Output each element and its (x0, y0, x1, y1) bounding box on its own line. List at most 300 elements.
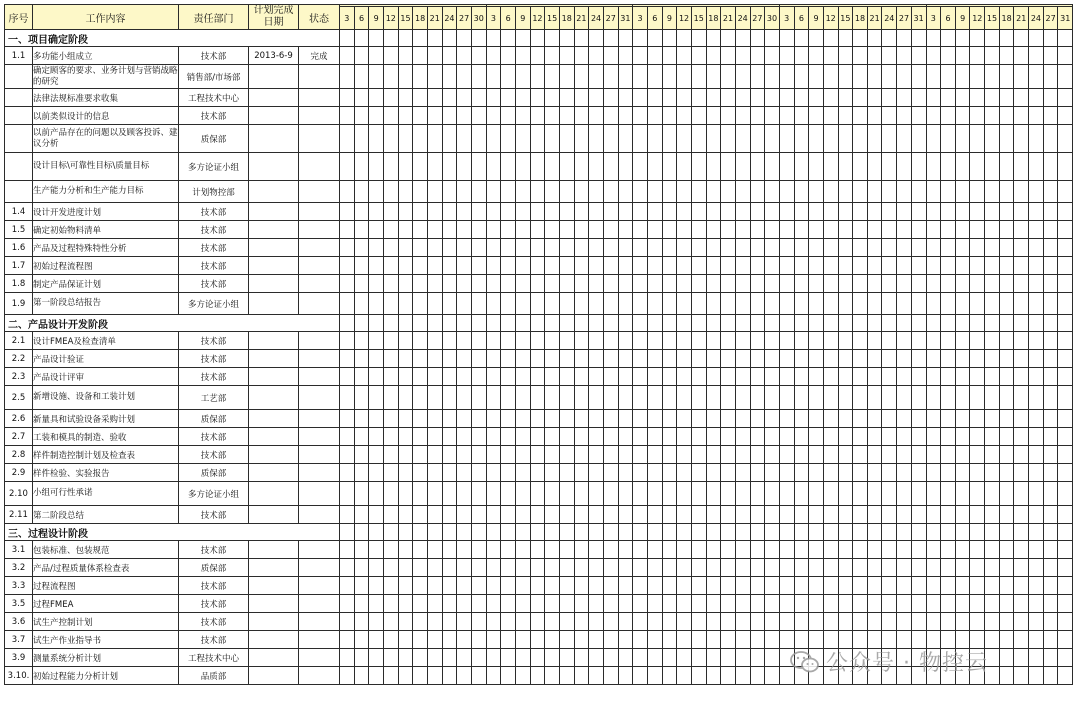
schedule-cell (955, 315, 970, 332)
schedule-cell (486, 293, 501, 315)
schedule-cell (369, 559, 384, 577)
task-status (299, 239, 340, 257)
schedule-cell (765, 89, 780, 107)
responsible-dept: 技术部 (179, 577, 249, 595)
responsible-dept: 质保部 (179, 464, 249, 482)
schedule-cell (838, 47, 853, 65)
schedule-cell (1029, 181, 1044, 203)
schedule-cell (823, 595, 838, 613)
schedule-cell (691, 332, 706, 350)
schedule-cell (853, 221, 868, 239)
schedule-cell (794, 541, 809, 559)
schedule-cell (809, 482, 824, 506)
schedule-cell (442, 506, 457, 524)
schedule-cell (618, 524, 633, 541)
schedule-cell (823, 293, 838, 315)
schedule-cell (823, 257, 838, 275)
task-name: 设计目标\可靠性目标\质量目标 (33, 153, 179, 181)
task-number: 1.6 (5, 239, 33, 257)
schedule-cell (823, 107, 838, 125)
schedule-cell (823, 332, 838, 350)
schedule-cell (955, 181, 970, 203)
planned-date (249, 257, 299, 275)
schedule-cell (735, 107, 750, 125)
task-number (5, 153, 33, 181)
schedule-cell (677, 350, 692, 368)
planned-date (249, 482, 299, 506)
schedule-cell (779, 595, 794, 613)
task-number: 2.5 (5, 386, 33, 410)
schedule-cell (1014, 577, 1029, 595)
schedule-cell (501, 221, 516, 239)
schedule-cell (809, 386, 824, 410)
schedule-cell (530, 107, 545, 125)
schedule-cell (545, 577, 560, 595)
schedule-cell (633, 332, 648, 350)
schedule-cell (999, 315, 1014, 332)
schedule-cell (1029, 386, 1044, 410)
schedule-cell (1058, 667, 1073, 685)
schedule-cell (706, 239, 721, 257)
schedule-cell (603, 368, 618, 386)
schedule-cell (354, 541, 369, 559)
task-number (5, 125, 33, 153)
project-plan-table (4, 4, 1073, 685)
schedule-cell (354, 221, 369, 239)
day-header: 24 (1029, 7, 1044, 30)
schedule-cell (779, 65, 794, 89)
task-status (299, 221, 340, 239)
schedule-cell (662, 631, 677, 649)
schedule-cell (369, 613, 384, 631)
schedule-cell (618, 541, 633, 559)
schedule-cell (765, 332, 780, 350)
schedule-cell (427, 464, 442, 482)
task-row (5, 559, 1073, 577)
schedule-cell (383, 350, 398, 368)
schedule-cell (618, 65, 633, 89)
day-header: 15 (691, 7, 706, 30)
schedule-cell (354, 595, 369, 613)
schedule-cell (354, 107, 369, 125)
schedule-cell (706, 559, 721, 577)
schedule-cell (706, 410, 721, 428)
schedule-cell (383, 613, 398, 631)
schedule-cell (955, 221, 970, 239)
schedule-cell (457, 107, 472, 125)
schedule-cell (515, 446, 530, 464)
schedule-cell (383, 153, 398, 181)
schedule-cell (706, 524, 721, 541)
schedule-cell (970, 89, 985, 107)
schedule-cell (823, 613, 838, 631)
schedule-cell (413, 541, 428, 559)
schedule-cell (471, 315, 486, 332)
schedule-cell (999, 410, 1014, 428)
schedule-cell (721, 428, 736, 446)
schedule-cell (442, 239, 457, 257)
schedule-cell (442, 482, 457, 506)
schedule-cell (911, 125, 926, 153)
schedule-cell (589, 315, 604, 332)
schedule-cell (662, 65, 677, 89)
schedule-cell (589, 239, 604, 257)
schedule-cell (1043, 595, 1058, 613)
schedule-cell (911, 315, 926, 332)
schedule-cell (691, 350, 706, 368)
planned-date (249, 613, 299, 631)
schedule-cell (530, 257, 545, 275)
schedule-cell (911, 541, 926, 559)
schedule-cell (1043, 275, 1058, 293)
schedule-cell (457, 221, 472, 239)
schedule-cell (633, 293, 648, 315)
schedule-cell (501, 30, 516, 47)
schedule-cell (457, 446, 472, 464)
schedule-cell (721, 368, 736, 386)
planned-date (249, 595, 299, 613)
schedule-cell (721, 89, 736, 107)
schedule-cell (471, 89, 486, 107)
schedule-cell (413, 667, 428, 685)
schedule-cell (398, 649, 413, 667)
schedule-cell (413, 386, 428, 410)
schedule-cell (750, 47, 765, 65)
schedule-cell (471, 410, 486, 428)
schedule-cell (809, 293, 824, 315)
schedule-cell (633, 410, 648, 428)
schedule-cell (794, 203, 809, 221)
schedule-cell (545, 332, 560, 350)
schedule-cell (911, 368, 926, 386)
schedule-cell (721, 506, 736, 524)
schedule-cell (398, 410, 413, 428)
schedule-cell (853, 125, 868, 153)
task-row (5, 506, 1073, 524)
schedule-cell (1014, 275, 1029, 293)
task-status (299, 613, 340, 631)
schedule-cell (559, 125, 574, 153)
schedule-cell (721, 153, 736, 181)
schedule-cell (618, 595, 633, 613)
schedule-cell (955, 595, 970, 613)
schedule-cell (941, 577, 956, 595)
schedule-cell (369, 30, 384, 47)
schedule-cell (721, 181, 736, 203)
schedule-cell (662, 315, 677, 332)
schedule-cell (457, 153, 472, 181)
schedule-cell (941, 368, 956, 386)
schedule-cell (647, 293, 662, 315)
schedule-cell (721, 332, 736, 350)
task-row (5, 446, 1073, 464)
schedule-cell (823, 203, 838, 221)
schedule-cell (926, 350, 941, 368)
schedule-cell (354, 125, 369, 153)
schedule-cell (721, 350, 736, 368)
schedule-cell (589, 125, 604, 153)
responsible-dept: 工程技术中心 (179, 89, 249, 107)
schedule-cell (838, 275, 853, 293)
day-header: 6 (354, 7, 369, 30)
schedule-cell (1029, 257, 1044, 275)
schedule-cell (867, 275, 882, 293)
schedule-cell (662, 524, 677, 541)
schedule-cell (486, 89, 501, 107)
schedule-cell (515, 221, 530, 239)
planned-date (249, 65, 299, 89)
schedule-cell (471, 446, 486, 464)
schedule-cell (1043, 203, 1058, 221)
schedule-cell (603, 153, 618, 181)
schedule-cell (794, 524, 809, 541)
planned-date (249, 577, 299, 595)
schedule-cell (647, 631, 662, 649)
schedule-cell (442, 446, 457, 464)
schedule-cell (589, 275, 604, 293)
schedule-cell (853, 524, 868, 541)
schedule-cell (765, 649, 780, 667)
schedule-cell (691, 541, 706, 559)
schedule-cell (970, 464, 985, 482)
responsible-dept: 计划物控部 (179, 181, 249, 203)
schedule-cell (398, 203, 413, 221)
schedule-cell (369, 47, 384, 65)
schedule-cell (765, 613, 780, 631)
schedule-cell (999, 203, 1014, 221)
schedule-cell (1058, 506, 1073, 524)
planned-date (249, 428, 299, 446)
schedule-cell (603, 446, 618, 464)
task-status (299, 181, 340, 203)
schedule-cell (457, 65, 472, 89)
schedule-cell (647, 464, 662, 482)
schedule-cell (442, 595, 457, 613)
schedule-cell (809, 524, 824, 541)
schedule-cell (926, 613, 941, 631)
schedule-cell (765, 368, 780, 386)
schedule-cell (486, 153, 501, 181)
task-name: 新量具和试验设备采购计划 (33, 410, 179, 428)
schedule-cell (413, 613, 428, 631)
schedule-cell (926, 577, 941, 595)
schedule-cell (999, 446, 1014, 464)
schedule-cell (574, 221, 589, 239)
schedule-cell (1058, 613, 1073, 631)
schedule-cell (442, 89, 457, 107)
schedule-cell (530, 89, 545, 107)
schedule-cell (823, 368, 838, 386)
schedule-cell (735, 153, 750, 181)
schedule-cell (721, 524, 736, 541)
responsible-dept: 技术部 (179, 631, 249, 649)
schedule-cell (633, 221, 648, 239)
schedule-cell (427, 239, 442, 257)
schedule-cell (486, 315, 501, 332)
schedule-cell (735, 30, 750, 47)
schedule-cell (354, 410, 369, 428)
schedule-cell (340, 293, 355, 315)
schedule-cell (340, 559, 355, 577)
schedule-cell (574, 577, 589, 595)
schedule-cell (369, 350, 384, 368)
schedule-cell (1029, 368, 1044, 386)
schedule-cell (750, 89, 765, 107)
schedule-cell (618, 350, 633, 368)
schedule-cell (603, 541, 618, 559)
responsible-dept: 品质部 (179, 667, 249, 685)
schedule-cell (340, 667, 355, 685)
schedule-cell (1029, 631, 1044, 649)
schedule-cell (838, 332, 853, 350)
schedule-cell (941, 293, 956, 315)
schedule-cell (941, 613, 956, 631)
schedule-cell (897, 239, 912, 257)
schedule-cell (442, 368, 457, 386)
schedule-cell (1014, 541, 1029, 559)
schedule-cell (970, 203, 985, 221)
schedule-cell (471, 506, 486, 524)
schedule-cell (691, 30, 706, 47)
schedule-cell (545, 203, 560, 221)
schedule-cell (955, 577, 970, 595)
schedule-cell (398, 446, 413, 464)
planned-date (249, 649, 299, 667)
schedule-cell (530, 293, 545, 315)
schedule-cell (750, 649, 765, 667)
task-row (5, 257, 1073, 275)
schedule-cell (867, 239, 882, 257)
responsible-dept: 工艺部 (179, 386, 249, 410)
schedule-cell (1029, 482, 1044, 506)
task-row (5, 541, 1073, 559)
schedule-cell (501, 239, 516, 257)
schedule-cell (794, 368, 809, 386)
schedule-cell (398, 595, 413, 613)
planned-date (249, 89, 299, 107)
schedule-cell (618, 315, 633, 332)
schedule-cell (398, 107, 413, 125)
schedule-cell (471, 577, 486, 595)
schedule-cell (354, 239, 369, 257)
schedule-cell (354, 315, 369, 332)
schedule-cell (735, 649, 750, 667)
schedule-cell (970, 368, 985, 386)
task-status (299, 203, 340, 221)
schedule-cell (559, 649, 574, 667)
schedule-cell (457, 410, 472, 428)
schedule-cell (1043, 577, 1058, 595)
schedule-cell (882, 332, 897, 350)
schedule-cell (530, 667, 545, 685)
day-header: 30 (471, 7, 486, 30)
schedule-cell (897, 315, 912, 332)
schedule-cell (765, 524, 780, 541)
schedule-cell (867, 446, 882, 464)
schedule-cell (413, 428, 428, 446)
schedule-cell (1014, 559, 1029, 577)
schedule-cell (882, 153, 897, 181)
schedule-cell (1029, 315, 1044, 332)
schedule-cell (779, 613, 794, 631)
schedule-cell (823, 386, 838, 410)
task-number: 3.1 (5, 541, 33, 559)
schedule-cell (765, 506, 780, 524)
schedule-cell (413, 559, 428, 577)
schedule-cell (882, 595, 897, 613)
schedule-cell (647, 410, 662, 428)
schedule-cell (765, 293, 780, 315)
schedule-cell (647, 65, 662, 89)
schedule-cell (530, 559, 545, 577)
schedule-cell (838, 89, 853, 107)
schedule-cell (574, 350, 589, 368)
schedule-cell (486, 541, 501, 559)
schedule-cell (515, 65, 530, 89)
schedule-cell (471, 125, 486, 153)
schedule-cell (545, 613, 560, 631)
schedule-cell (442, 107, 457, 125)
schedule-cell (545, 595, 560, 613)
schedule-cell (897, 428, 912, 446)
schedule-cell (369, 221, 384, 239)
schedule-cell (662, 410, 677, 428)
schedule-cell (1043, 368, 1058, 386)
schedule-cell (1014, 107, 1029, 125)
schedule-cell (677, 446, 692, 464)
task-number: 2.9 (5, 464, 33, 482)
task-status (299, 446, 340, 464)
schedule-cell (882, 257, 897, 275)
planned-date (249, 631, 299, 649)
schedule-cell (706, 181, 721, 203)
schedule-cell (955, 107, 970, 125)
schedule-cell (677, 649, 692, 667)
schedule-cell (501, 47, 516, 65)
planned-date (249, 181, 299, 203)
responsible-dept: 销售部/市场部 (179, 65, 249, 89)
schedule-cell (838, 315, 853, 332)
schedule-cell (1043, 613, 1058, 631)
schedule-cell (721, 315, 736, 332)
schedule-cell (559, 368, 574, 386)
schedule-cell (442, 125, 457, 153)
schedule-cell (618, 181, 633, 203)
schedule-cell (457, 524, 472, 541)
day-header: 27 (897, 7, 912, 30)
schedule-cell (618, 559, 633, 577)
schedule-cell (882, 203, 897, 221)
schedule-cell (677, 332, 692, 350)
schedule-cell (779, 350, 794, 368)
schedule-cell (442, 350, 457, 368)
schedule-cell (779, 368, 794, 386)
task-number: 2.2 (5, 350, 33, 368)
task-row (5, 332, 1073, 350)
schedule-cell (545, 315, 560, 332)
schedule-cell (706, 595, 721, 613)
schedule-cell (589, 464, 604, 482)
task-row (5, 428, 1073, 446)
schedule-cell (354, 368, 369, 386)
day-header: 12 (823, 7, 838, 30)
schedule-cell (706, 577, 721, 595)
schedule-cell (442, 649, 457, 667)
schedule-cell (413, 506, 428, 524)
schedule-cell (970, 524, 985, 541)
schedule-cell (897, 559, 912, 577)
day-header: 15 (398, 7, 413, 30)
